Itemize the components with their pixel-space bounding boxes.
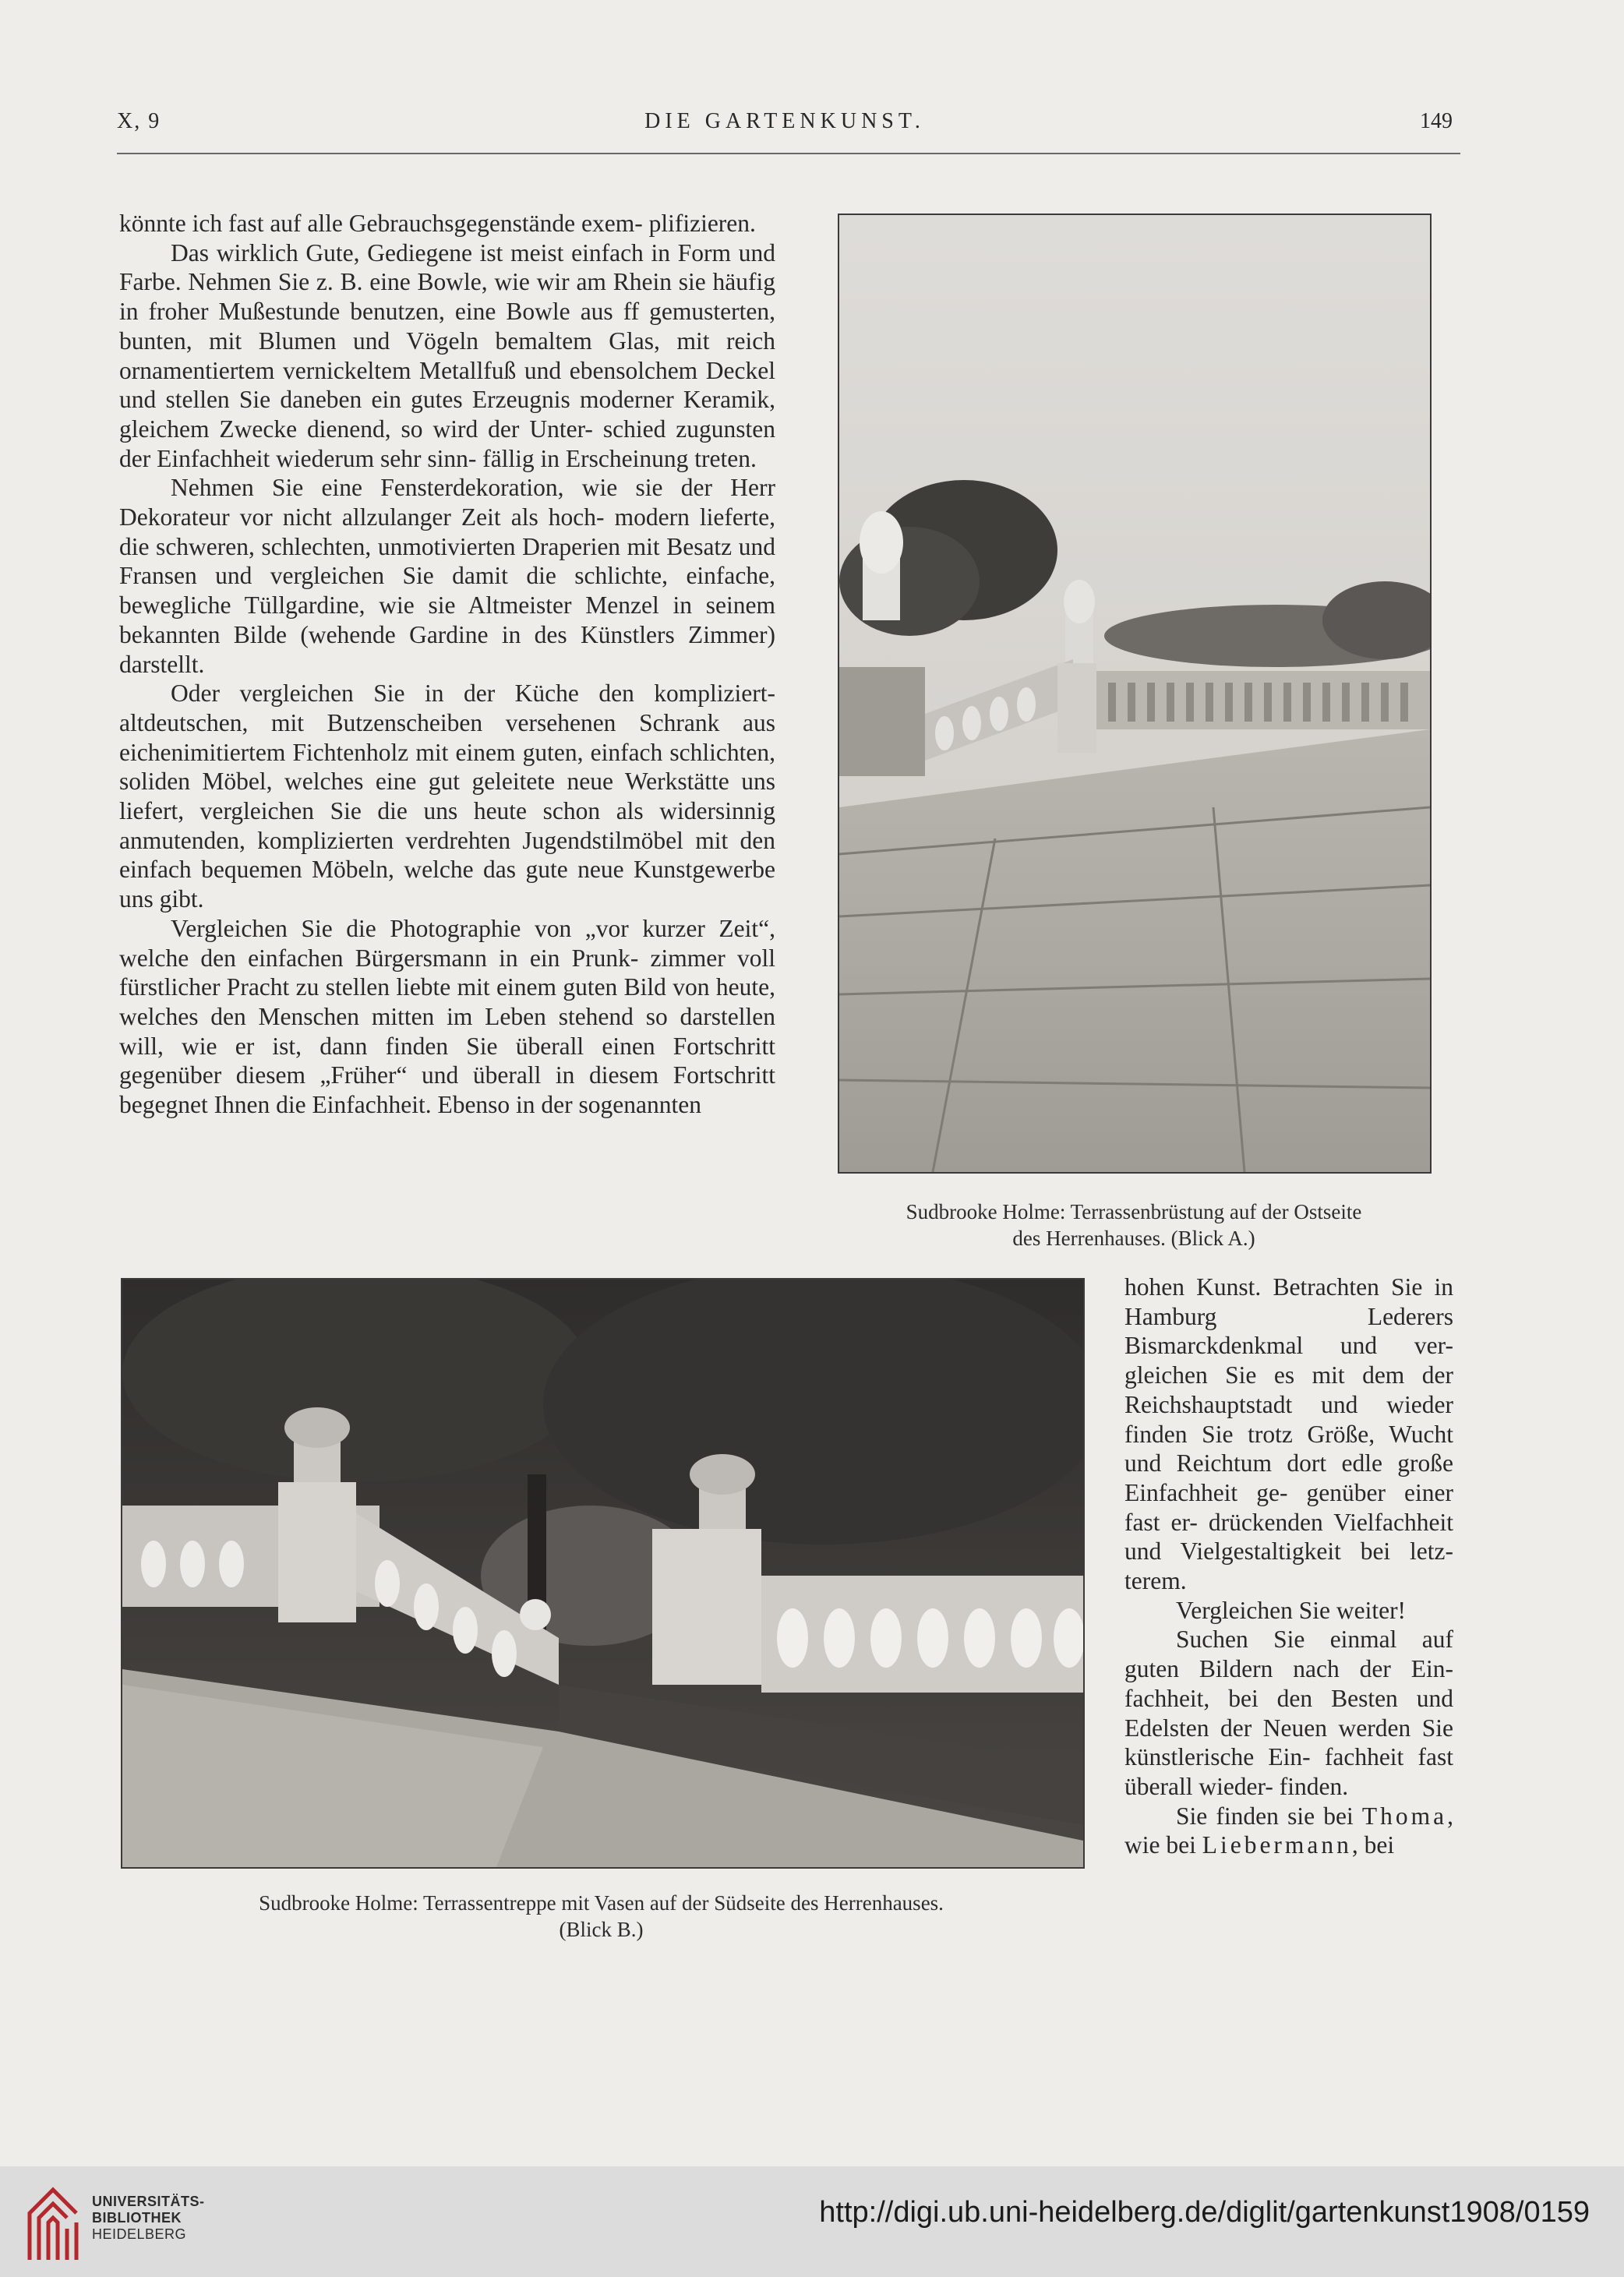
paragraph: Vergleichen Sie die Photographie von „vor kurzer Zeit“, welche den einfachen Bürgersmann in ein Prunk- zimmer voll fürstlicher Pracht zu stellen liebte mit einem guten Bild von heute, welches den Menschen mitten im Leben stehend so darstellen will, wie er ist, dann finden Sie überall einen Fortschritt gegenüber diesem „Früher“ und überall in diesem Fortschritt begegnet Ihnen die Einfachheit. Ebenso in der sogenannten bbox=[119, 914, 775, 1119]
figure-a-caption bbox=[826, 1199, 1442, 1251]
terrace-balustrade-image bbox=[839, 215, 1430, 1172]
library-name-line: HEIDELBERG bbox=[92, 2226, 187, 2242]
text-run: Sie finden sie bei bbox=[1176, 1802, 1362, 1830]
source-url-link[interactable]: http://digi.ub.uni-heidelberg.de/diglit/gartenkunst1908/0159 bbox=[819, 2196, 1590, 2229]
volume-issue: X, 9 bbox=[117, 109, 161, 133]
library-name-line: UNIVERSITÄTS- bbox=[92, 2194, 205, 2209]
artist-name-thoma: Thoma bbox=[1361, 1802, 1448, 1830]
caption-line: Sudbrooke Holme: Terrassenbrüstung auf der Ostseite bbox=[906, 1200, 1362, 1223]
university-library-logo-icon bbox=[22, 2182, 84, 2264]
artist-name-liebermann: Liebermann bbox=[1202, 1831, 1352, 1859]
right-text-column bbox=[1124, 1273, 1453, 1860]
running-head bbox=[117, 109, 1453, 140]
library-name-line: BIBLIOTHEK bbox=[92, 2210, 182, 2226]
photo-terrace-stairs bbox=[121, 1278, 1085, 1869]
photo-terrace-balustrade bbox=[838, 214, 1432, 1174]
paragraph: Oder vergleichen Sie in der Küche den kompliziert- altdeutschen, mit Butzenscheiben versehenen Schrank aus eichenimitiertem Fichtenholz mit einem guten, einfach schlichten, soliden Möbel, welches eine gut geleitete neue Werkstätte uns liefert, vergleichen Sie die uns heute schon als widersinnig anmutenden, komplizierten verdrehten Jugendstilmöbel mit den einfach bequemen Möbeln, welche das gute neue Kunstgewerbe uns gibt. bbox=[119, 680, 775, 913]
terrace-stairs-image bbox=[122, 1280, 1083, 1867]
paragraph: Suchen Sie einmal auf guten Bildern nach der Ein- fachheit, bei den Besten und Edelsten der Neuen werden Sie künstlerische Ein- fachheit fast überall wieder- finden. bbox=[1124, 1626, 1453, 1800]
paragraph: Das wirklich Gute, Gediegene ist meist einfach in Form und Farbe. Nehmen Sie z. B. eine Bowle, wie wir am Rhein sie häufig in froher Mußestunde benutzen, eine Bowle aus ff gemusterten, bunten, mit Blumen und Vögeln bemaltem Glas, mit reich ornamentiertem vernickeltem Metallfuß und ebensolchem Deckel und stellen Sie daneben ein gutes Erzeugnis moderner Keramik, gleichem Zwecke dienend, so wird der Unter- schied zugunsten der Einfachheit wiederum sehr sinn- fällig in Erscheinung treten. bbox=[119, 238, 775, 472]
paragraph: hohen Kunst. Betrachten Sie in Hamburg Lederers Bismarckdenkmal und ver- gleichen Sie es mit dem der Reichshauptstadt und wieder finden Sie trotz Größe, Wucht und Reichtum dort edle große Einfachheit ge- genüber einer fast er- drückenden Vielfachheit und Vielgestaltigkeit bei letz- terem. bbox=[1124, 1273, 1453, 1595]
journal-title: DIE GARTENKUNST. bbox=[644, 109, 925, 133]
caption-line: (Blick B.) bbox=[559, 1918, 644, 1941]
paragraph: Vergleichen Sie weiter! bbox=[1176, 1596, 1407, 1624]
library-name bbox=[92, 2194, 205, 2243]
caption-line: Sudbrooke Holme: Terrassentreppe mit Vasen auf der Südseite des Herrenhauses. bbox=[259, 1891, 944, 1915]
text-run: , wie bei bbox=[1124, 1802, 1453, 1859]
caption-line: des Herrenhauses. (Blick A.) bbox=[1012, 1227, 1255, 1250]
left-text-column bbox=[119, 209, 775, 1120]
header-rule bbox=[117, 153, 1460, 154]
page-number: 149 bbox=[1420, 109, 1453, 133]
paragraph-last bbox=[1124, 1802, 1453, 1860]
paragraph: könnte ich fast auf alle Gebrauchsgegenstände exem- plifizieren. bbox=[119, 210, 756, 237]
paragraph: Nehmen Sie eine Fensterdekoration, wie sie der Herr Dekorateur vor nicht allzulanger Zeit als hoch- modern lieferte, die schweren, schlechten, unmotivierten Draperien mit Besatz und Fransen und vergleichen Sie damit die schlichte, einfache, bewegliche Tüllgardine, wie sie Altmeister Menzel in seinem bekannten Bilde (wehende Gardine in des Künstlers Zimmer) darstellt. bbox=[119, 474, 775, 678]
text-run: , bei bbox=[1351, 1831, 1395, 1859]
figure-b-caption bbox=[121, 1890, 1082, 1943]
